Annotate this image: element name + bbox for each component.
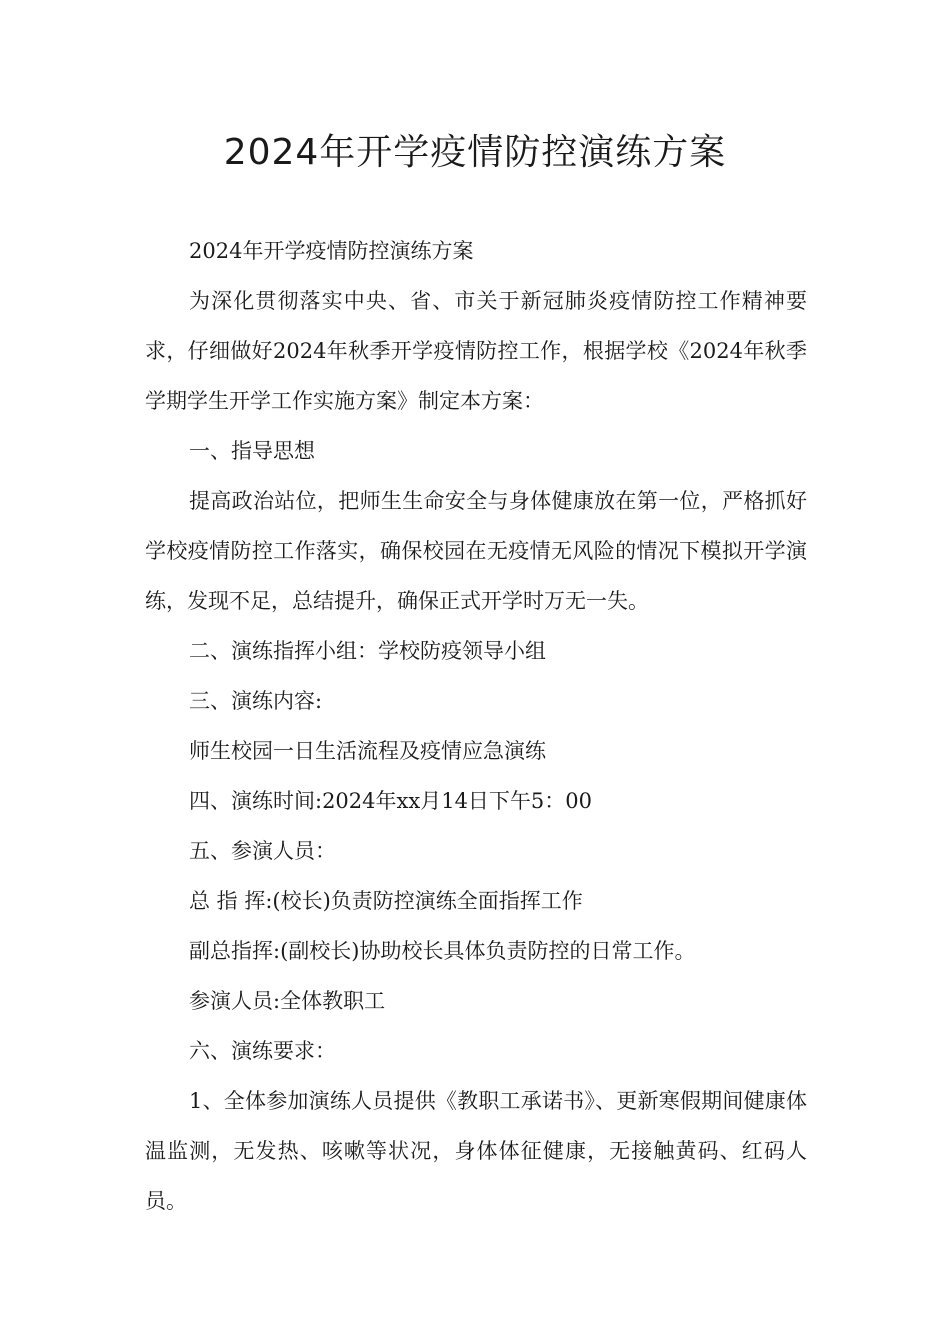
paragraph-intro: 为深化贯彻落实中央、省、市关于新冠肺炎疫情防控工作精神要求，仔细做好2024年秋季开学疫情防控工作，根据学校《2024年秋季学期学生开学工作实施方案》制定本方案： — [145, 289, 807, 413]
paragraph-subtitle: 2024年开学疫情防控演练方案 — [189, 239, 474, 263]
section-heading-drill-requirements: 六、演练要求： — [189, 1039, 336, 1063]
document-body — [145, 226, 807, 1226]
paragraph-deputy-commander: 副总指挥:(副校长)协助校长具体负责防控的日常工作。 — [189, 939, 696, 963]
section-heading-guiding-ideology: 一、指导思想 — [189, 439, 315, 463]
paragraph-requirement-1: 1、全体参加演练人员提供《教职工承诺书》、更新寒假期间健康体温监测，无发热、咳嗽等状况，身体体征健康，无接触黄码、红码人员。 — [145, 1089, 807, 1213]
paragraph-drill-content: 师生校园一日生活流程及疫情应急演练 — [189, 739, 546, 763]
paragraph-commander: 总 指 挥:(校长)负责防控演练全面指挥工作 — [189, 889, 583, 913]
section-heading-command-group: 二、演练指挥小组：学校防疫领导小组 — [189, 639, 546, 663]
paragraph-participants: 参演人员:全体教职工 — [189, 989, 386, 1013]
section-heading-drill-content: 三、演练内容: — [189, 689, 323, 713]
paragraph-guiding-ideology: 提高政治站位，把师生生命安全与身体健康放在第一位，严格抓好学校疫情防控工作落实，确保校园在无疫情无风险的情况下模拟开学演练，发现不足，总结提升，确保正式开学时万无一失。 — [145, 489, 807, 613]
document-title: 2024年开学疫情防控演练方案 — [223, 132, 727, 173]
section-heading-participants: 五、参演人员： — [189, 839, 336, 863]
section-heading-drill-time: 四、演练时间:2024年xx月14日下午5：00 — [189, 789, 593, 813]
